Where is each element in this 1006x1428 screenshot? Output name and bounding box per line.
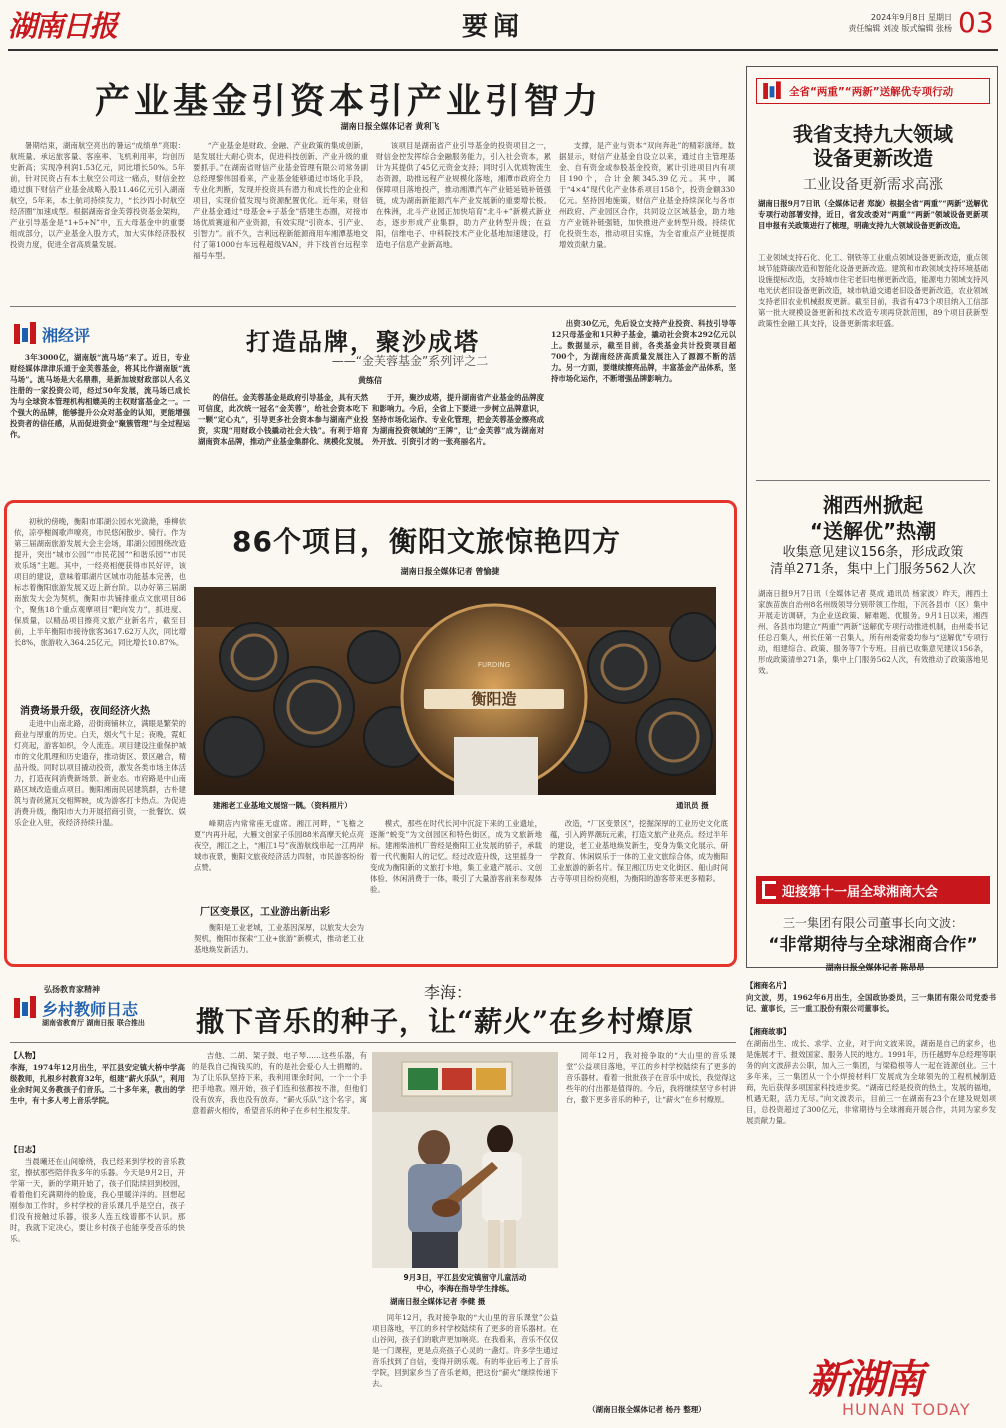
lead-col-2: “产业基金是财政、金融、产业政策的集成创新，是发展壮大耐心资本，促进科技创新、产业升级的重要抓手。”在湖南省财信产业基金管理有限公司常务副总经理黎伟国看来，产业基金能够通过市场化手段，专业化判断，发现并投资具有潜力和成长性的企业和项目，实现价值发现与资源配置优化。近年来，财信产业基金通过“母基金+子基金”搭建生态圈，对接市场优质赛道和产业资源，有效实现“引资本、引产业、引智力”。前不久，吉利远程新能源商用车湘潭基地交付了第1000台车远程超级VAN，并下线首台远程幸福号车型。	[193, 141, 368, 260]
commentary-author: 黄练信	[358, 376, 382, 385]
bottom-photo-caption-line2: 中心，李海在指导学生排练。	[416, 1284, 514, 1293]
bottom-col-2: 吉他、二胡、架子鼓、电子琴……这些乐器，有的是我自己掏钱买的，有的是社会爱心人士捐赠的。为了让乐队坚持下来，我利用课余时间，一个一个手把手地教。刚开始，孩子们连和弦都按不准，但他们没有放弃，我也没有放弃。“薪火乐队”这个名字，寓意着薪火相传，希望音乐的种子在乡村生根发芽。	[192, 1051, 367, 1115]
hunan-logo-icon	[763, 81, 781, 100]
bottom-photo	[372, 1052, 558, 1268]
issue-date: 2024年9月8日 星期日	[870, 13, 952, 22]
feature-photo-caption: 建湘老工业基地文展馆一隅。（资料照片）	[213, 801, 352, 810]
teacher-student-image	[372, 1052, 558, 1268]
sidebar-story2-subtitle	[756, 544, 990, 578]
bottom-col-1: 当晨曦还在山间缭绕，我已经来到学校的音乐教室，擦拭那些陪伴我多年的乐器。今天是9月2日，开学第一天，新的学期开始了，孩子们陆续回到校园，看着他们充满期待的脸庞，我心里暖洋洋的。回想起刚参加工作时，乡村学校的音乐课几乎是空白，孩子们没有接触过乐器，很多人连五线谱都不认识。那时，我就下定决心，要让乡村孩子也能享受音乐的快乐。	[10, 1157, 185, 1243]
issue-meta	[840, 12, 952, 34]
sidebar-story2-title-line2: “送解优”热潮	[809, 519, 937, 543]
sidebar-story1-title-line1: 我省支持九大领域	[793, 122, 953, 146]
sidebar-story3-card-label: 【湘商名片】	[746, 981, 791, 990]
lead-col-1: 暑期结束，湖南航空亮出的暑运“成绩单”亮眼：航班量、承运旅客量、客座率、飞机利用率，均创历史新高；实现净利润1.53亿元，同比增长50%。5年前，针对民资占有本土航空公司这一痛点，财信金控通过旗下财信产业基金战略入股11.46亿元引入湖南航空，5年来，本土航司持续发力，“长沙四小时航空经济圈”加速成型。根据湖南省金芙蓉投资基金架构，产业引导基金是“1+5+N”中，五大母基金中的重要组成部分，以产业基金入股方式，加大实体经济股权投资力度，促进全省高质量发展。	[10, 141, 185, 249]
bottom-people: 李海，1974年12月出生，平江县安定镇大桥中学高级教师，扎根乡村教育32年，组建“薪火乐队”，利用业余时间义务教孩子们音乐。二十多年来，教出的学生中，有十多人考上音乐学院。	[10, 1063, 185, 1105]
hunan-logo-icon	[14, 322, 36, 346]
sidebar-bar-2[interactable]	[756, 876, 990, 904]
commentary-col-2: 的信任。金芙蓉基金是政府引导基金，具有天然可信度，此次统一冠名“金芙蓉”，给社会资本吃下一颗“定心丸”，引导更多社会资本参与湖南产业投资，实现“用财政小钱撬动社会大钱”。有利于培育湖南资本品牌，推动产业基金集群化、规模化发展。	[198, 393, 368, 446]
feature-headline[interactable]: 86个项目，衡阳文旅惊艳四方	[232, 525, 621, 558]
photo-sign-latin: FURDING	[477, 661, 511, 669]
commentary-tag-label: 湘经评	[42, 325, 91, 345]
exhibition-hall-image	[194, 587, 716, 795]
hunan-logo-icon	[14, 996, 36, 1020]
feature-subhead-2: 厂区变景区，工业游出新出彩	[200, 907, 330, 918]
bottom-diary-label: 【日志】	[10, 1145, 40, 1154]
sidebar-banner[interactable]	[756, 78, 990, 104]
commentary-col-3: 于开，聚沙成塔，提升湖南省产业基金的品牌度和影响力。今后，全省上下要进一步树立品牌意识，坚持市场化运作、专业化管理，把金芙蓉基金擦亮成为湖南投资领域的“王牌”，让“金芙蓉”成为湖南对外开放、引资引才的一张亮丽名片。	[372, 393, 544, 446]
commentary-tag[interactable]	[14, 322, 90, 346]
sidebar-story2-body: 湖南日报9月7日讯（全媒体记者 莫成 通讯员 杨家波）昨天，湘西土家族苗族自治州8名州级领导分别带领工作组，下沉各县市（区）集中开展走访调研，为企业送政策、解难题、优服务。9月1日以来，湘西州、各县市均建立“两重”“两新”送解优专项行动推进机制，由州委书记任总召集人，州长任第一召集人，所有州委常委均参与“送解优”专项行动，组建综合、政策、服务等7个专班。目前已收集意见建议156条，形成政策清单271条，集中上门服务562人次，有效推动了政策落地见效。	[758, 589, 988, 675]
issue-editors: 责任编辑 刘凌 版式编辑 张杨	[848, 24, 952, 33]
bottom-col-4: 同年12月，我对接争取的“大山里的音乐课堂”公益项目落地，平江的乡村学校陆续有了更多的音乐器材。看着一批批孩子在音乐中成长，我觉得这些年的付出都是值得的。今后，我将继续坚守乡村讲台，撒下更多音乐的种子，让“薪火”在乡村燎原。	[566, 1051, 736, 1104]
header-rule	[8, 49, 998, 51]
sidebar-story3-story: 在湖南出生、成长、求学、立业，对于向文波来说，湖南是自己的家乡，也是施展才干、报效国家、服务人民的地方。1991年，历任越野车总经理等职务的向文波辞去公职，加入三一集团，与梁稳根等人一起在涟源创业。三十多年来，三一集团从一个小焊接材料厂发展成为全球领先的工程机械制造商，先后获得多项国家科技进步奖。“湖南已经是投资的热土，发展的福地，机遇无限，活力无尽。”向文波表示，目前三一在湖南有23个在建及规划项目，总投资超过了300亿元，非常期待与全球湘商开展合作，共同为家乡发展贡献力量。	[746, 1039, 996, 1125]
commentary-col-4: 出资30亿元，先后设立支持产业投资、科技引导等12只母基金和1只种子基金，撬动社会资本292亿元以上。数据显示，截至目前，各类基金共计投资项目超700个，为湖南经济高质量发展注入了源源不断的活力。另一方面，要继续擦亮品牌，丰富基金产品体系，坚持市场化运作，不断增强品牌影响力。	[551, 319, 736, 383]
feature-col-1b: 走进中山南北路，沿街商铺林立，满眼是繁荣的商业与厚重的历史。白天，烟火气十足；夜晚，霓虹灯亮起，游客如织，令人流连。项目建设注重保护城市的文化肌理和历史遗存，推动街区、景区融合，精品升级。同时以项目撬动投资，激发各类市场主体活力，打造夜间消费新场景、新业态。市府路是中山南路区域改造重点项目。衡阳湘南民居建筑群，古朴建筑与青砖黛瓦交相辉映，成为游客打卡热点。为促进消费升级，衡阳市大力开展招商引资，一批餐饮、娱乐企业入驻，夜经济持续升温。	[14, 719, 186, 827]
feature-col-3a: 模式，那些在时代长河中沉淀下来的工业遗址，逐渐“蜕变”为文创园区和特色街区，成为文旅新地标。建湘柴油机厂曾经是衡阳工业发展的骄子，承载着一代代衡阳人的记忆。经过改造升级，这里摇身一变成为衡阳新的文旅打卡地，集工业遗产展示、文创体验、休闲消费于一体，吸引了大量游客前来参观体验。	[370, 819, 542, 894]
sidebar-story3-title-line2[interactable]: “非常期待与全球湘商合作”	[768, 935, 978, 955]
lead-byline: 湖南日报全媒体记者 黄利飞	[340, 122, 440, 131]
divider	[756, 480, 990, 481]
feature-intro: 初秋的傍晚，衡阳市耶湖公园水光潋滟，垂柳依依，凉亭榭阁歌声嘹亮，市民悠闲散步、骑行。作为第三届湖南旅游发展大会主会场，耶湖公园围绕改造提升，突出“城市公园”“市民花园”“和谐乐园”“市民欢乐场”主题。其中，一经亮相便获得市民好评，该项目的建设，意味着耶湖片区城市功能基本完善，也标志着衡阳旅游发展又迈上新台阶。以办好第三届湖南旅发大会为契机，衡阳市共铺排重点文旅项目86个，聚焦18个重点观摩项目“靶向发力”，抓进度、保质量，以精品项目擦亮文旅产业新名片，截至目前，上半年衡阳市接待旅客3617.62万人次，同比增长8%，旅游收入364.25亿元，同比增长10.87%。	[14, 517, 186, 647]
lead-headline[interactable]: 产业基金引资本引产业引智力	[95, 82, 603, 122]
bottom-tag-label: 乡村教师日志	[42, 999, 139, 1019]
bracket-icon	[762, 881, 776, 899]
watermark-logo: 新湖南	[808, 1356, 922, 1403]
bottom-people-label: 【人物】	[10, 1051, 40, 1060]
feature-photo-credit: 通讯员 摄	[676, 801, 709, 810]
sidebar-story2-headline[interactable]	[756, 492, 990, 544]
sidebar-story3-byline: 湖南日报全媒体记者 陈昂昂	[825, 963, 925, 972]
feature-subhead-1: 消费场景升级，夜间经济火热	[20, 706, 150, 717]
sidebar-story3-story-label: 【湘商故事】	[746, 1027, 791, 1036]
bottom-photo-byline: 湖南日报全媒体记者 李健 摄	[390, 1297, 486, 1306]
lead-col-4: 支撑，是产业与资本“双向奔赴”的精彩演绎。数据显示，财信产业基金自设立以来，通过自主管理基金、自有资金或参股基金投资，累计引进项目内有项目190个，合计金额345.39亿元。其中，属于“4×4”现代化产业体系项目158个，投资金额330亿元。坚持因地施策，财信产业基金持续深化与各市州政府、产业园区合作，共同设立区域基金，助力地方产业链补链强链，加快推进产业转型升级。持续优化投资生态，推动项目实施，为全省重点产业链提质增效贡献力量。	[559, 141, 735, 249]
feature-photo	[194, 587, 716, 795]
watermark-sub: HUNAN TODAY	[842, 1400, 971, 1419]
bottom-col-3: 同年12月，我对接争取的“大山里的音乐课堂”公益项目落地，平江的乡村学校陆续有了更多的音乐器材。在山谷间，孩子们的歌声更加响亮。在我看来，音乐不仅仅是一门课程，更是点亮孩子心灵的一盏灯。许多学生通过音乐找到了自信，变得开朗乐观。有的毕业后考上了音乐学院，回到家乡当了音乐老师，把这份“薪火”继续传递下去。	[372, 1313, 558, 1388]
sidebar-story1-body: 工业领域支持石化、化工、钢铁等工业重点领域设备更新改造，重点领域节能降碳改造和智能化设备更新改造。建筑和市政领域支持环境基础设施提标改造，支持城市住宅老旧电梯更新改造，能源电力领域支持风电光伏老旧设备更新改造，城市轨道交通老旧设备更新改造，农业领域支持老旧农业机械报废更新。截至目前，我省有473个项目纳入工信部第一批大规模设备更新和技术改造专项再贷款范围，89个项目获新型政策性金融工具支持，设备更新需求旺盛。	[758, 253, 988, 328]
bottom-headline[interactable]: 撒下音乐的种子，让“薪火”在乡村燎原	[196, 1005, 695, 1038]
feature-col-4a: 改造，“厂区变景区”，挖掘深厚的工业历史文化底蕴，引入跨界潮玩元素，打造文旅产业亮点。经过半年的建设，老工业基地焕发新生，变身为集文化展示、研学教育、休闲娱乐于一体的工业文旅综合体，成为衡阳工业旅游的新名片。保卫湘江历史文化街区、船山时间古寺等项目纷纷亮相，为衡阳的游客带来更多精彩。	[550, 819, 728, 883]
sidebar-story1-subtitle: 工业设备更新需求高涨	[803, 177, 943, 193]
sidebar-story3-title-line1: 三一集团有限公司董事长向文波：	[782, 916, 963, 930]
lead-col-3: 该项目是湖南省产业引导基金的投资项目之一，财信金控发挥综合金融服务能力，引入社会资本，累计为其提供了45亿元资金支持；同时引入优质物流生态资源，助推远程产业规模化落地，湘潭市政府全力保障项目落地投产，推动湘潭汽车产业链延链补链强链，成为湖南新能源汽车产业发展新的重要增长极。在株洲，北斗产业园正加快培育“北斗+”新模式新业态，逐步形成产业集群，助力产业转型升级；在益阳，信维电子、中科院技术产业化基地加速建设，打造电子信息产业新高地。	[376, 141, 551, 249]
sidebar-story1-title-line2: 设备更新改造	[813, 146, 933, 170]
commentary-headline[interactable]: 打造品牌，聚沙成塔	[246, 327, 480, 356]
bottom-photo-caption-line1: 9月3日，平江县安定镇留守儿童活动	[403, 1273, 527, 1282]
photo-sign-text: 衡阳造	[471, 690, 517, 708]
sidebar-story3-card: 向文波，男，1962年6月出生，全国政协委员，三一集团有限公司党委书记、董事长，三一重工股份有限公司董事长。	[746, 993, 996, 1013]
feature-col-2b: 衡阳是工业老城，工业基因深厚，以旅发大会为契机，衡阳市探索“工业+旅游”新模式，推动老工业基地焕发新活力。	[194, 923, 364, 954]
sidebar-story1-lead: 湖南日报9月7日讯（全媒体记者 郑旋）根据全省“两重”“两新”送解优专项行动部署安排，近日，省发改委对“两重”“两新”领域设备更新项目申报有关政策进行了梳理，明确支持九大领域设备更新改造。	[758, 199, 988, 230]
sidebar-bar-2-label: 迎接第十一届全球湘商大会	[782, 884, 939, 900]
section-title: 要闻	[462, 12, 525, 42]
sidebar-story2-subtitle-line2: 清单271条，集中上门服务562人次	[770, 562, 976, 577]
commentary-col-1: 3年3000亿，湖南版“流马场”来了。近日，专业财经媒体津津乐道于金芙蓉基金，将其比作湖南版“流马场”。流马场是大名鼎鼎，是新加坡财政部以人名义注册的一家投资公司，经过50年发展，流马场已成长为与全球资本管理机构相媲美的主权财富基金之一。一个强大的品牌，能够提升公众对基金的认知，更能增强投资者的信任感，从而促进资金“聚簇管理”与全过程运作。	[10, 353, 190, 439]
commentary-subtitle: ——“金芙蓉基金”系列评之二	[331, 354, 489, 368]
feature-col-2a: 峰期店内常常座无虚席。湘江河畔，“飞檐之夏”内再升起，大雁文创家子乐园88米高摩天轮点亮夜空，湘江之上，“湘江1号”夜游航线串起一江两岸城市夜景，衡阳文旅夜经济活力四射，市民游客纷纷点赞。	[194, 819, 364, 872]
feature-byline: 湖南日报全媒体记者 曾愉捷	[400, 567, 500, 576]
divider	[10, 306, 736, 307]
sidebar-story2-subtitle-line1: 收集意见建议156条，形成政策	[782, 545, 964, 560]
divider	[10, 1042, 736, 1043]
bottom-photo-caption	[372, 1272, 558, 1294]
sidebar-story2-title-line1: 湘西州掀起	[823, 493, 923, 517]
bottom-tag[interactable]	[14, 996, 138, 1020]
sidebar-story1-headline[interactable]	[756, 122, 990, 170]
page-number: 03	[958, 6, 994, 39]
sidebar-banner-label: 全省“两重”“两新”送解优专项行动	[789, 85, 954, 98]
bottom-col-4-sign: （湖南日报全媒体记者 杨丹 整理）	[588, 1405, 706, 1414]
bottom-tag-top: 弘扬教育家精神	[44, 985, 100, 994]
bottom-tag-orgs: 湖南省教育厅 湖南日报 联合推出	[42, 1019, 145, 1027]
bottom-kicker: 李海：	[424, 983, 473, 1002]
masthead: 湖南日报	[8, 9, 117, 43]
